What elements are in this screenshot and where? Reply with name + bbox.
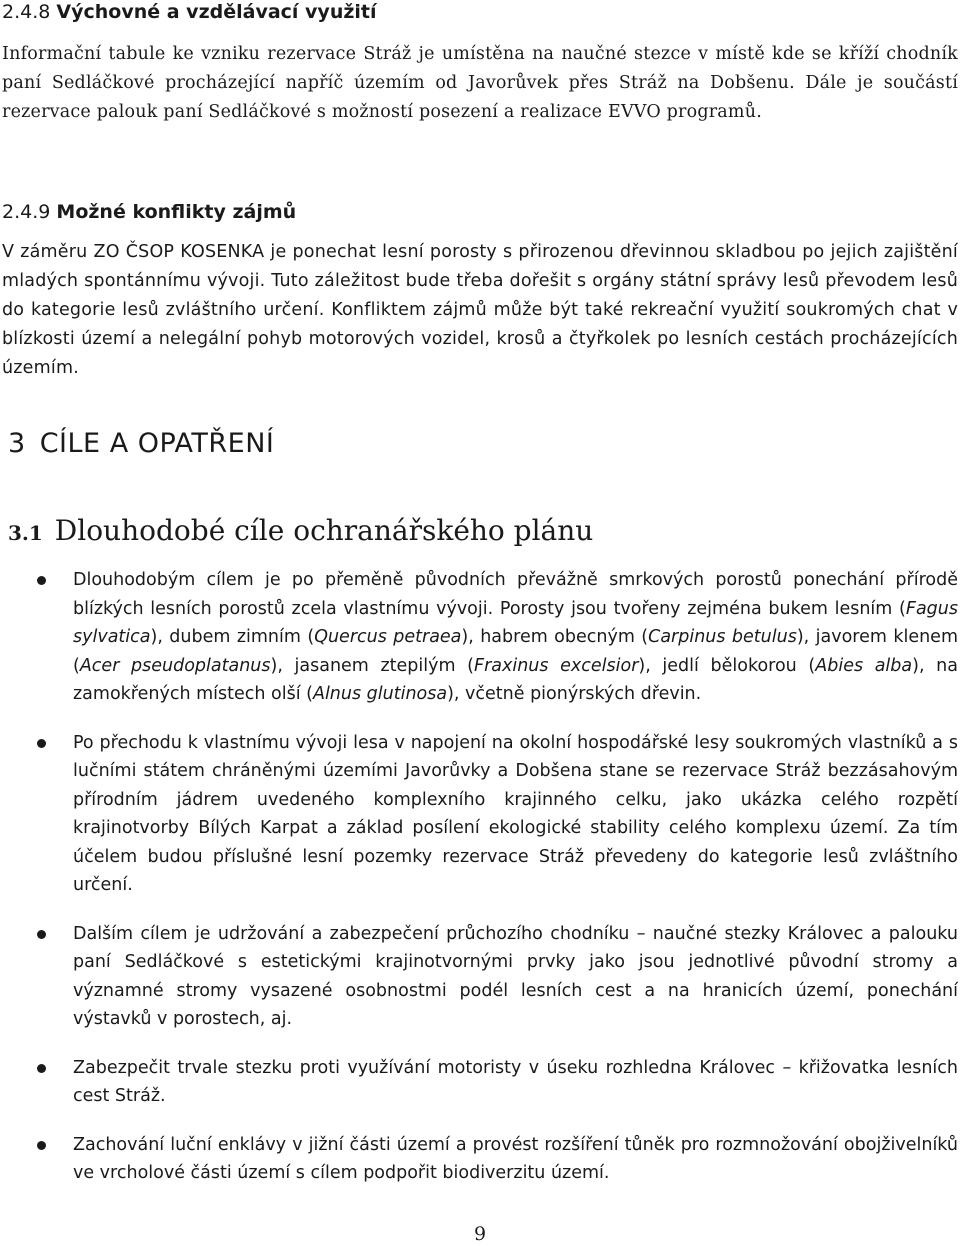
list-item-text: ), na zamokřených místech olší ( — [73, 655, 958, 704]
heading-number: 2.4.8 — [2, 1, 51, 23]
section-heading-3-1 — [8, 512, 593, 552]
heading-2-4-9 — [2, 200, 296, 224]
species-name: Alnus glutinosa — [312, 684, 448, 704]
list-item-text: Dalším cílem je udržování a zabezpečení průchozího chodníku – naučné stezky Královec a palouku paní Sedláčkové s estetickými krajinotvornými prvky jako jsou jednotlivé původní stromy a významné stromy vysazené osobnostmi podél lesních cest a na hranicích území, ponechání výstavků v porostech, aj. — [73, 923, 958, 1029]
list-item-text: ), dubem zimním ( — [150, 627, 315, 647]
paragraph-educational-use: Informační tabule ke vzniku rezervace Stráž je umístěna na naučné stezce v místě kde se kříží chodník paní Sedláčkové procházející napříč územím od Javorůvek přes Stráž na Dobšenu. Dále je součástí rezervace palouk paní Sedláčkové s možností posezení a realizace EVVO programů. — [2, 44, 958, 122]
section-title: Dlouhodobé cíle ochranářského plánu — [54, 514, 594, 547]
list-item-text: ), javorem klenem ( — [73, 627, 959, 676]
list-item-text: Zachování luční enklávy v jižní části území a provést rozšíření tůněk pro rozmnožování obojživelníků ve vrcholové části území s cílem podpořit biodiverzitu území. — [73, 1134, 958, 1183]
heading-2-4-8 — [2, 0, 377, 24]
paragraph-conflicts: V záměru ZO ČSOP KOSENKA je ponechat lesní porosty s přirozenou dřevinnou skladbou po jejich zajištění mladých spontánnímu vývoji. Tuto záležitost bude třeba dořešit s orgány státní správy lesů převodem lesů do kategorie lesů zvláštního určení. Konfliktem zájmů může být také rekreační využití soukromých chat v blízkosti území a nelegální pohyb motorových vozidel, krosů a čtyřkolek po lesních cestách procházejících územím. — [2, 242, 958, 378]
list-item-text: Dlouhodobým cílem je po přeměně původních převážně smrkových porostů ponechání přírodě blízkých lesních porostů zcela vlastnímu vývoji. Porosty jsou tvořeny zejména bukem lesním ( — [73, 570, 958, 619]
list-item — [0, 729, 960, 900]
heading-number: 2.4.9 — [2, 201, 51, 223]
bullet-icon — [37, 930, 46, 939]
list-item — [0, 1054, 960, 1111]
species-name: Abies alba — [815, 655, 913, 676]
species-name: Acer pseudoplatanus — [79, 655, 271, 676]
list-item-text: ), habrem obecným ( — [461, 627, 649, 647]
heading-title: Výchovné a vzdělávací využití — [56, 1, 377, 23]
goals-bullet-list — [0, 566, 960, 1208]
list-item — [0, 566, 960, 709]
species-name: Fagus sylvatica — [73, 598, 958, 647]
chapter-number: 3 — [8, 428, 26, 459]
list-item-text: Po přechodu k vlastnímu vývoji lesa v napojení na okolní hospodářské lesy soukromých vlastníků a s lučními státem chráněnými územími Javorůvky a Dobšena stane se rezervace Stráž bezzásahovým přírodním jádrem uvedeného komplexního krajinného celku, jako ukázka celého rozpětí krajinotvorby Bílých Karpat a základ posílení ekologické stability celého komplexu území. Za tím účelem budou příslušné lesní pozemky rezervace Stráž převedeny do kategorie lesů zvláštního určení. — [73, 732, 958, 895]
list-item-text: Zabezpečit trvale stezku proti využívání motoristy v úseku rozhledna Královec – křižovatka lesních cest Stráž. — [73, 1057, 958, 1106]
bullet-icon — [37, 576, 46, 585]
species-name: Fraxinus excelsior — [474, 655, 639, 676]
chapter-heading — [8, 426, 274, 462]
section-number: 3.1 — [8, 521, 43, 545]
heading-title: Možné konflikty zájmů — [56, 201, 297, 223]
list-item — [0, 920, 960, 1034]
chapter-title: CÍLE A OPATŘENÍ — [39, 428, 275, 459]
bullet-icon — [37, 1141, 46, 1150]
list-item-text: ), jedlí bělokorou ( — [638, 655, 816, 676]
page-number: 9 — [473, 1223, 487, 1245]
bullet-icon — [37, 739, 46, 748]
species-name: Quercus petraea — [314, 627, 462, 647]
bullet-icon — [37, 1064, 46, 1073]
list-item — [0, 1131, 960, 1188]
list-item-text: ), včetně pionýrských dřevin. — [447, 684, 702, 704]
species-name: Carpinus betulus — [648, 627, 797, 647]
list-item-text: ), jasanem ztepilým ( — [270, 655, 474, 676]
